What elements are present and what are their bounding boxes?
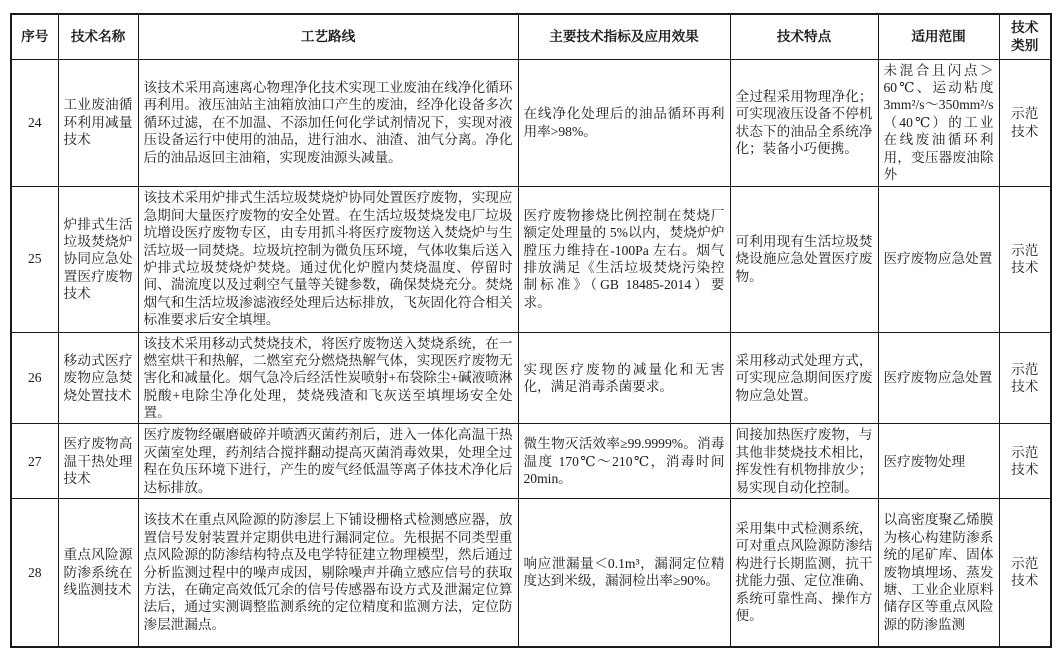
technology-name-cell: 工业废油循环利用减量技术 xyxy=(58,59,138,186)
header-serial-number: 序号 xyxy=(11,14,58,59)
table-row xyxy=(11,186,1051,332)
table-row xyxy=(11,332,1051,424)
serial-number-cell: 25 xyxy=(11,186,58,332)
table-header-row xyxy=(11,14,1051,59)
header-features: 技术特点 xyxy=(730,14,878,59)
header-indicators: 主要技术指标及应用效果 xyxy=(518,14,730,59)
scope-cell: 未混合且闪点＞60℃、运动粘度3mm²/s～350mm²/s（40℃）的工业在线废油循环利用，变压器废油除外 xyxy=(878,59,999,186)
features-cell: 采用移动式处理方式，可实现应急期间医疗废物应急处置。 xyxy=(730,332,878,424)
scope-cell: 以高密度聚乙烯膜为核心构建防渗系统的尾矿库、固体废物填埋场、蒸发塘、工业企业原料储存区等重点风险源的防渗监测 xyxy=(878,499,999,647)
features-cell: 可利用现有生活垃圾焚烧设施应急处置医疗废物。 xyxy=(730,186,878,332)
technology-name-cell: 炉排式生活垃圾焚烧炉协同应急处置医疗废物技术 xyxy=(58,186,138,332)
features-cell: 采用集中式检测系统，可对重点风险源防渗结构进行长期监测，抗干扰能力强、定位准确、系统可靠性高、操作方便。 xyxy=(730,499,878,647)
technology-table xyxy=(10,13,1052,648)
table-row xyxy=(11,424,1051,499)
scope-cell: 医疗废物应急处置 xyxy=(878,186,999,332)
technology-name-cell: 移动式医疗废物应急焚烧处置技术 xyxy=(58,332,138,424)
category-cell: 示范技术 xyxy=(999,499,1051,647)
process-route-cell: 医疗废物经碾磨破碎并喷洒灭菌药剂后，进入一体化高温干热灭菌室处理，药剂结合搅拌翻动提高灭菌消毒效果，处理全过程在负压环境下进行，产生的废气经低温等离子体技术净化后达标排放。 xyxy=(138,424,518,499)
serial-number-cell: 28 xyxy=(11,499,58,647)
process-route-cell: 该技术在重点风险源的防渗层上下铺设栅格式检测感应器，放置信号发射装置并定期供电进行漏洞定位。先根据不同类型重点风险源的防渗结构特点及电学特征建立物理模型，然后通过分析监测过程中的噪声成因，剔除噪声并确立感应信号的获取方法，在确定高效低冗余的信号传感器布设方式及泄漏定位算法后，通过实测调整监测系统的定位精度和监测方法，定位防渗层泄漏点。 xyxy=(138,499,518,647)
header-technology-name: 技术名称 xyxy=(58,14,138,59)
technology-name-cell: 医疗废物高温干热处理技术 xyxy=(58,424,138,499)
category-cell: 示范技术 xyxy=(999,186,1051,332)
technology-name-cell: 重点风险源防渗系统在线监测技术 xyxy=(58,499,138,647)
serial-number-cell: 26 xyxy=(11,332,58,424)
indicators-cell: 响应泄漏量＜0.1m³，漏洞定位精度达到米级，漏洞检出率≥90%。 xyxy=(518,499,730,647)
process-route-cell: 该技术采用移动式焚烧技术，将医疗废物送入焚烧系统，在一燃室烘干和热解，二燃室充分燃烧热解气体，实现医疗废物无害化和减量化。烟气急冷后经活性炭喷射+布袋除尘+碱液喷淋脱酸+电除尘净化处理，焚烧残渣和飞灰送至填埋场安全处置。 xyxy=(138,332,518,424)
features-cell: 间接加热医疗废物，与其他非焚烧技术相比，挥发性有机物排放少；易实现自动化控制。 xyxy=(730,424,878,499)
table-row xyxy=(11,499,1051,647)
category-cell: 示范技术 xyxy=(999,332,1051,424)
scope-cell: 医疗废物应急处置 xyxy=(878,332,999,424)
header-process-route: 工艺路线 xyxy=(138,14,518,59)
scope-cell: 医疗废物处理 xyxy=(878,424,999,499)
indicators-cell: 医疗废物掺烧比例控制在焚烧厂额定处理量的 5%以内，焚烧炉炉膛压力维持在-100Pa 左右。烟气排放满足《生活垃圾焚烧污染控制标准》（GB 18485-2014）要求。 xyxy=(518,186,730,332)
process-route-cell: 该技术采用高速离心物理净化技术实现工业废油在线净化循环再利用。液压油站主油箱放油口产生的废油，经净化设备多次循环过滤，在不加温、不添加任何化学试剂情况下，实现对液压设备运行中使用的油品，进行油水、油渣、油气分离。净化后的油品返回主油箱，实现废油源头减量。 xyxy=(138,59,518,186)
category-cell: 示范技术 xyxy=(999,424,1051,499)
features-cell: 全过程采用物理净化；可实现液压设备不停机状态下的油品全系统净化；装备小巧便携。 xyxy=(730,59,878,186)
serial-number-cell: 24 xyxy=(11,59,58,186)
category-cell: 示范技术 xyxy=(999,59,1051,186)
serial-number-cell: 27 xyxy=(11,424,58,499)
header-scope: 适用范围 xyxy=(878,14,999,59)
process-route-cell: 该技术采用炉排式生活垃圾焚烧炉协同处置医疗废物，实现应急期间大量医疗废物的安全处置。在生活垃圾焚烧发电厂垃圾坑增设医疗废物专区，由专用抓斗将医疗废物送入焚烧炉与生活垃圾一同焚烧。垃圾坑控制为微负压环境，气体收集后送入炉排式垃圾焚烧炉焚烧。通过优化炉膛内焚烧温度、停留时间、湍流度以及过剩空气量等关键参数，确保焚烧充分。焚烧烟气和生活垃圾渗滤液经处理后达标排放，飞灰固化符合相关标准要求后安全填埋。 xyxy=(138,186,518,332)
indicators-cell: 实现医疗废物的减量化和无害化，满足消毒杀菌要求。 xyxy=(518,332,730,424)
header-category: 技术类别 xyxy=(999,14,1051,59)
indicators-cell: 在线净化处理后的油品循环再利用率>98%。 xyxy=(518,59,730,186)
indicators-cell: 微生物灭活效率≥99.9999%。消毒温度 170℃～210℃，消毒时间 20min。 xyxy=(518,424,730,499)
table-row xyxy=(11,59,1051,186)
